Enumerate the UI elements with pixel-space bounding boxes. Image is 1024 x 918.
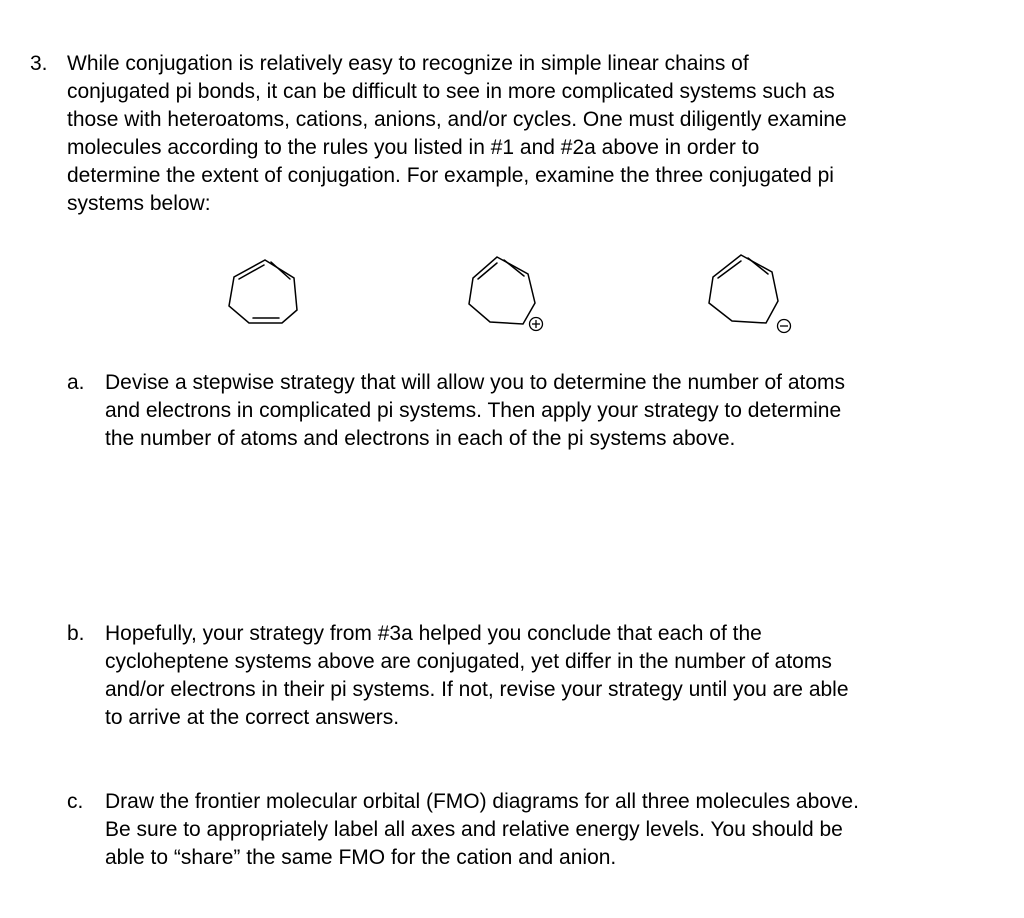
question-line: molecules according to the rules you listed in #1 and #2a above in order to bbox=[67, 136, 760, 159]
negative-charge-icon bbox=[778, 320, 791, 333]
part-b-line: and/or electrons in their pi systems. If not, revise your strategy until you are able bbox=[105, 678, 849, 701]
anion-structure bbox=[709, 255, 778, 323]
part-a-line: and electrons in complicated pi systems. Then apply your strategy to determine bbox=[105, 399, 842, 422]
question-line: conjugated pi bonds, it can be difficult to see in more complicated systems such as bbox=[67, 80, 835, 103]
part-a-line: the number of atoms and electrons in each of the pi systems above. bbox=[105, 427, 736, 450]
part-c-line: Be sure to appropriately label all axes and relative energy levels. You should be bbox=[105, 818, 843, 841]
part-c-letter: c. bbox=[67, 790, 84, 813]
molecule-structures bbox=[0, 240, 1024, 350]
question-text bbox=[67, 50, 997, 218]
part-b-text bbox=[105, 620, 1005, 732]
part-b-letter: b. bbox=[67, 622, 85, 645]
part-b-line: cycloheptene systems above are conjugated, yet differ in the number of atoms bbox=[105, 650, 832, 673]
positive-charge-icon bbox=[530, 318, 543, 331]
part-c-line: able to “share” the same FMO for the cation and anion. bbox=[105, 846, 617, 869]
part-a-line: Devise a stepwise strategy that will allow you to determine the number of atoms bbox=[105, 371, 846, 394]
part-b-line: Hopefully, your strategy from #3a helped you conclude that each of the bbox=[105, 622, 762, 645]
question-line: those with heteroatoms, cations, anions, and/or cycles. One must diligently examine bbox=[67, 108, 847, 131]
question-line: systems below: bbox=[67, 192, 211, 215]
part-b-line: to arrive at the correct answers. bbox=[105, 706, 400, 729]
part-a-letter: a. bbox=[67, 371, 85, 394]
cation-structure bbox=[469, 257, 535, 324]
cycloheptatriene-structure bbox=[229, 260, 297, 323]
question-line: determine the extent of conjugation. For example, examine the three conjugated pi bbox=[67, 164, 834, 187]
question-number: 3. bbox=[30, 52, 48, 75]
part-c-text bbox=[105, 788, 1005, 872]
part-c-line: Draw the frontier molecular orbital (FMO) diagrams for all three molecules above. bbox=[105, 790, 859, 813]
part-a-text bbox=[105, 369, 1005, 453]
question-line: While conjugation is relatively easy to recognize in simple linear chains of bbox=[67, 52, 749, 75]
